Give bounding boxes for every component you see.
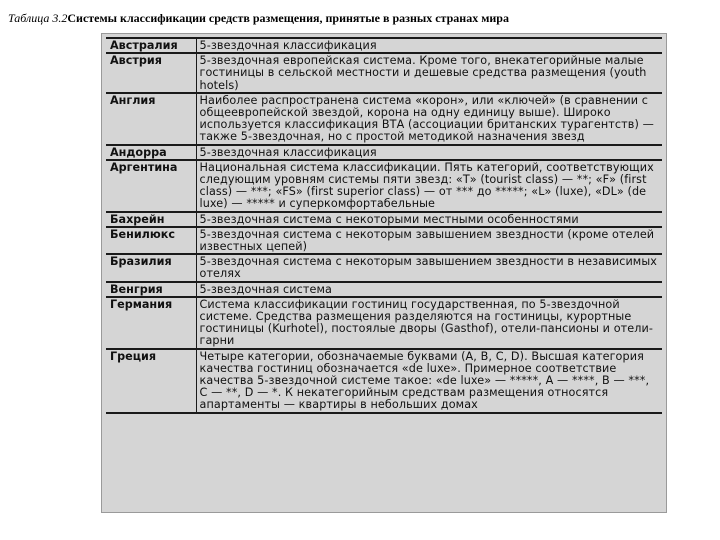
description-cell: Национальная система классификации. Пять категорий, соответствующих следующим уровням системы пяти звезд: «Т» (tourist class) — **; «F» (first class) — ***; «FS» (first superior class) — от *** до *****; «L» (luxe), «DL» (de luxe) — ***** и суперкомфортабельные <box>196 160 662 212</box>
table-row <box>106 53 662 93</box>
description-cell: Четыре категории, обозначаемые буквами (A, B, C, D). Высшая категория качества гостиниц обозначается «de luxe». Примерное соответствие качества 5-звездочной системе такое: «de luxe» — *****, A — ****, B — ***, C — **, D — *. К некатегорийным средствам размещения относятся апартаменты — квартиры в небольших домах <box>196 349 662 413</box>
country-cell: Аргентина <box>106 160 196 212</box>
description-cell: 5-звездочная система с некоторым завышением звездности (кроме отелей известных цепей) <box>196 227 662 254</box>
table-row <box>106 93 662 145</box>
table-row <box>106 297 662 349</box>
country-cell: Бразилия <box>106 254 196 281</box>
table-row <box>106 160 662 212</box>
country-cell: Австралия <box>106 38 196 53</box>
table-row <box>106 282 662 297</box>
table-row <box>106 212 662 227</box>
description-cell: Система классификации гостиниц государственная, по 5-звездочной системе. Средства размещения разделяются на гостиницы, курортные гостиницы (Kurhotel), постоялые дворы (Gasthof), отели-пансионы и отели-гарни <box>196 297 662 349</box>
country-cell: Германия <box>106 297 196 349</box>
country-cell: Бахрейн <box>106 212 196 227</box>
scanned-table-image <box>101 33 667 513</box>
table-row <box>106 227 662 254</box>
table-row <box>106 254 662 281</box>
table-row <box>106 145 662 160</box>
country-cell: Венгрия <box>106 282 196 297</box>
country-cell: Австрия <box>106 53 196 93</box>
classification-table <box>106 37 662 414</box>
table-row <box>106 38 662 53</box>
table-number: Таблица 3.2 <box>8 11 68 25</box>
description-cell: 5-звездочная система <box>196 282 662 297</box>
country-cell: Греция <box>106 349 196 413</box>
country-cell: Андорра <box>106 145 196 160</box>
table-row <box>106 349 662 413</box>
country-cell: Англия <box>106 93 196 145</box>
table-caption <box>8 11 509 26</box>
description-cell: Наиболее распространена система «корон», или «ключей» (в сравнении с общеевропейской звездой, корона на одну единицу выше). Широко используется классификация ВТА (ассоциации британских турагентств) — также 5-звездочная, но с простой методикой назначения звезд <box>196 93 662 145</box>
description-cell: 5-звездочная система с некоторыми местными особенностями <box>196 212 662 227</box>
description-cell: 5-звездочная система с некоторым завышением звездности в независимых отелях <box>196 254 662 281</box>
description-cell: 5-звездочная европейская система. Кроме того, внекатегорийные малые гостиницы в сельской местности и дешевые средства размещения (youth hotels) <box>196 53 662 93</box>
table-title: Системы классификации средств размещения, принятые в разных странах мира <box>67 11 509 25</box>
description-cell: 5-звездочная классификация <box>196 38 662 53</box>
country-cell: Бенилюкс <box>106 227 196 254</box>
description-cell: 5-звездочная классификация <box>196 145 662 160</box>
